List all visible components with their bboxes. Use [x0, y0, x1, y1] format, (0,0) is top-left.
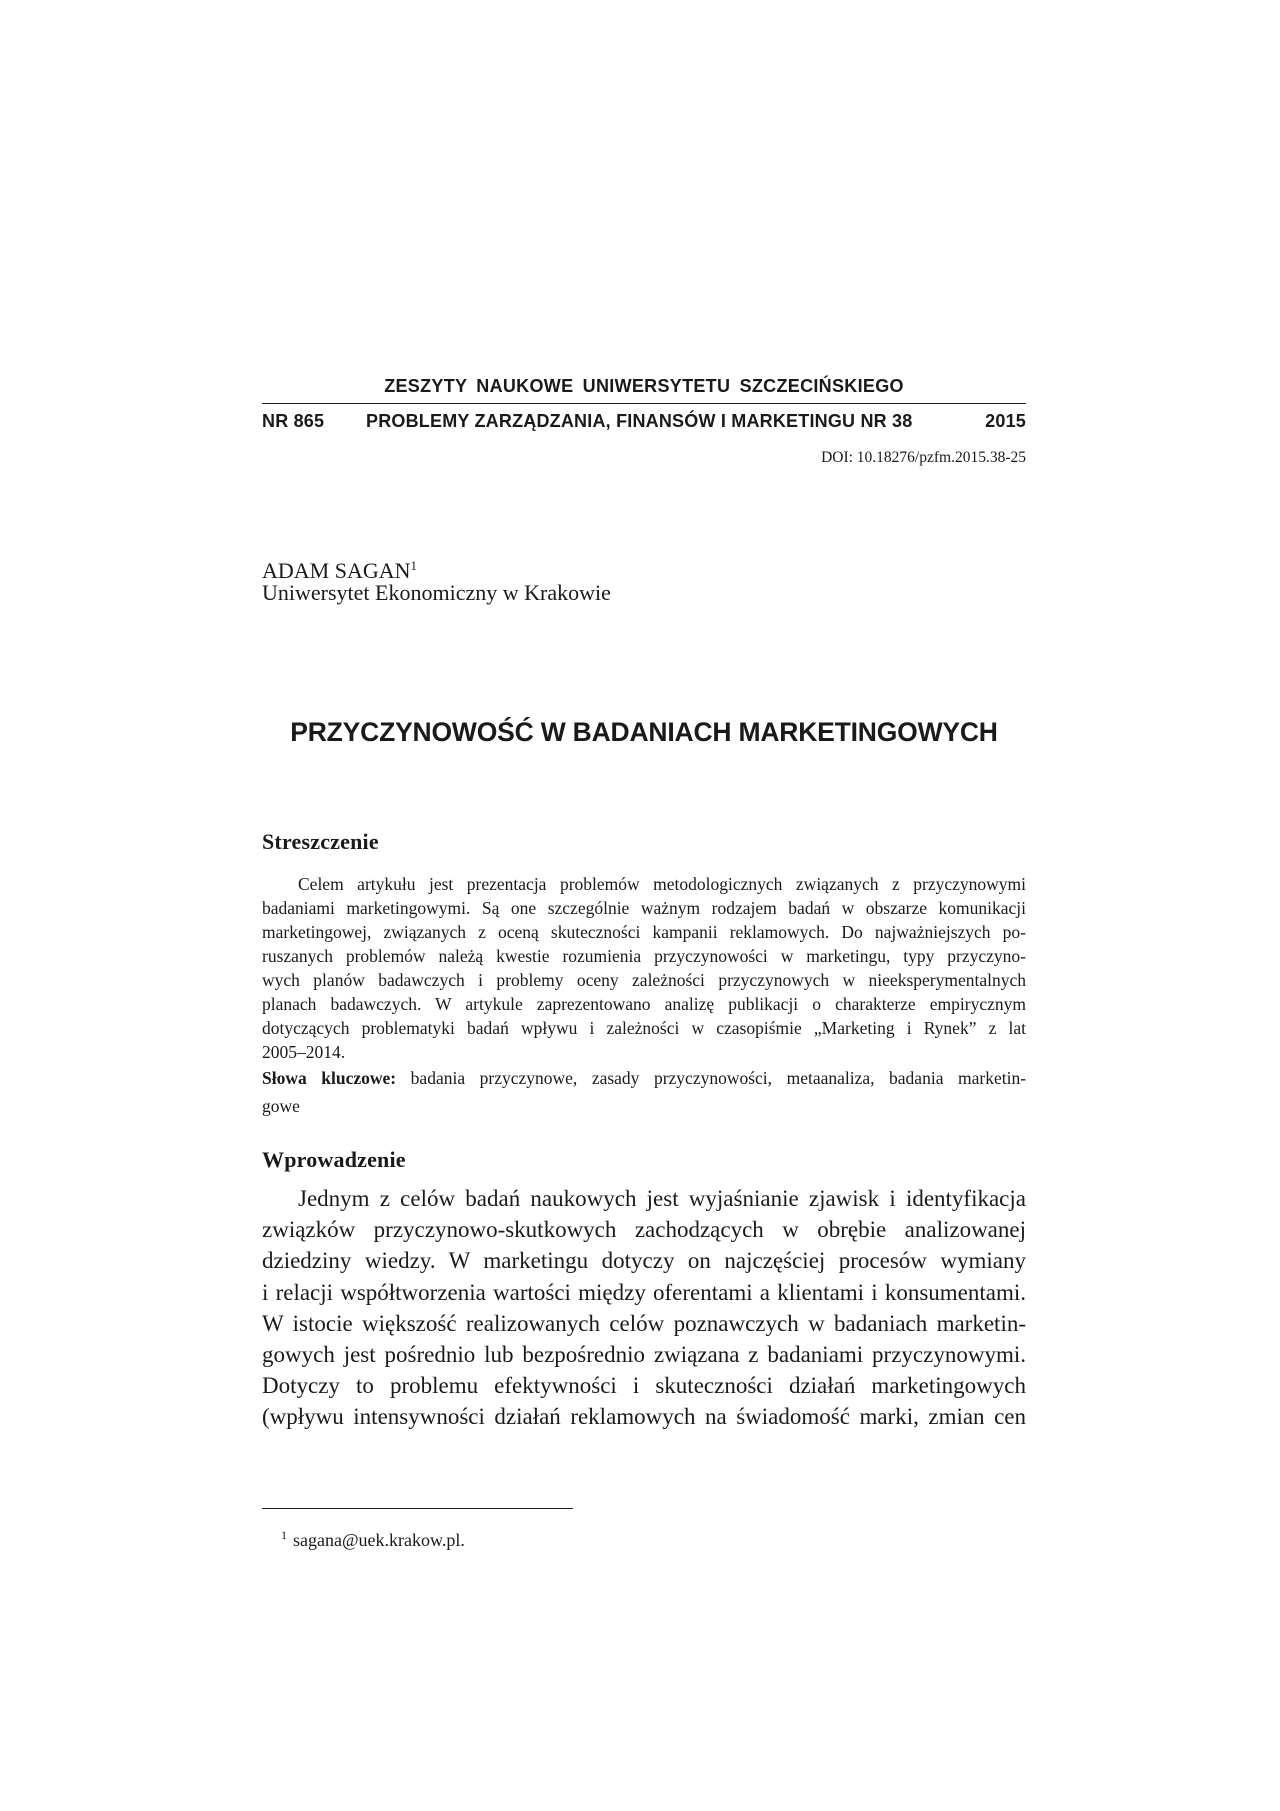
footnote-mark: 1 — [281, 1528, 287, 1542]
doi: DOI: 10.18276/pzfm.2015.38-25 — [821, 449, 1026, 466]
introduction-line: gowych jest pośrednio lub bezpośrednio związana z badaniami przyczynowymi. — [262, 1341, 1026, 1367]
author-footnote-mark: 1 — [410, 558, 418, 573]
keywords-text: badania przyczynowe, zasady przyczynowości, metaanaliza, badania marketin- — [410, 1068, 1027, 1088]
keywords-line: gowe — [262, 1096, 300, 1116]
issue-number: NR 865 — [262, 411, 325, 431]
abstract-line: wych planów badawczych i problemy oceny zależności przyczynowych w nieeksperymentalnych — [262, 970, 1026, 990]
introduction-line: dziedziny wiedzy. W marketingu dotyczy on najczęściej procesów wymiany — [262, 1248, 1026, 1274]
abstract-line: planach badawczych. W artykule zaprezentowano analizę publikacji o charakterze empirycznym — [262, 994, 1026, 1014]
abstract-line: badaniami marketingowymi. Są one szczególnie ważnym rodzajem badań w obszarze komunikacji — [262, 898, 1026, 918]
publication-year: 2015 — [985, 411, 1026, 431]
abstract-line: marketingowej, związanych z oceną skuteczności kampanii reklamowych. Do najważniejszych po- — [262, 922, 1026, 942]
introduction-line: W istocie większość realizowanych celów poznawczych w badaniach marketin- — [262, 1310, 1026, 1336]
abstract-line: 2005–2014. — [262, 1042, 346, 1062]
footnote-email: sagana@uek.krakow.pl. — [293, 1530, 465, 1550]
introduction-line: (wpływu intensywności działań reklamowych na świadomość marki, zmian cen — [262, 1404, 1026, 1430]
introduction-line: związków przyczynowo-skutkowych zachodzących w obrębie analizowanej — [262, 1217, 1026, 1243]
introduction-body — [262, 1183, 1026, 1433]
keywords-line — [262, 1064, 1026, 1092]
introduction-heading: Wprowadzenie — [262, 1147, 406, 1172]
footnote-divider — [262, 1508, 573, 1509]
journal-header-row — [262, 411, 1026, 435]
keywords — [262, 1064, 1026, 1120]
introduction-line: Jednym z celów badań naukowych jest wyjaśnianie zjawisk i identyfikacja — [298, 1186, 1026, 1211]
abstract-body — [262, 872, 1026, 1064]
keywords-label: Słowa kluczowe: — [262, 1068, 397, 1088]
author-affiliation: Uniwersytet Ekonomiczny w Krakowie — [262, 580, 611, 605]
introduction-line: i relacji współtworzenia wartości między oferentami a klientami i konsumentami. — [262, 1279, 1026, 1305]
abstract-line: ruszanych problemów należą kwestie rozumienia przyczynowości w marketingu, typy przyczyno- — [262, 946, 1026, 966]
series-title: PROBLEMY ZARZĄDZANIA, FINANSÓW I MARKETINGU NR 38 — [366, 411, 913, 431]
abstract-line: dotyczących problematyki badań wpływu i zależności w czasopiśmie „Marketing i Rynek” z lat — [262, 1018, 1026, 1038]
paper-title: PRZYCZYNOWOŚĆ W BADANIACH MARKETINGOWYCH — [290, 717, 998, 747]
journal-title: ZESZYTY NAUKOWE UNIWERSYTETU SZCZECIŃSKIEGO — [384, 376, 904, 396]
header-divider — [262, 403, 1026, 404]
abstract-line: Celem artykułu jest prezentacja problemów metodologicznych związanych z przyczynowymi — [298, 874, 1026, 894]
footnote — [281, 1528, 465, 1551]
author-name-text: ADAM SAGAN — [262, 558, 411, 583]
abstract-heading: Streszczenie — [262, 829, 379, 854]
introduction-line: Dotyczy to problemu efektywności i skuteczności działań marketingowych — [262, 1373, 1026, 1399]
